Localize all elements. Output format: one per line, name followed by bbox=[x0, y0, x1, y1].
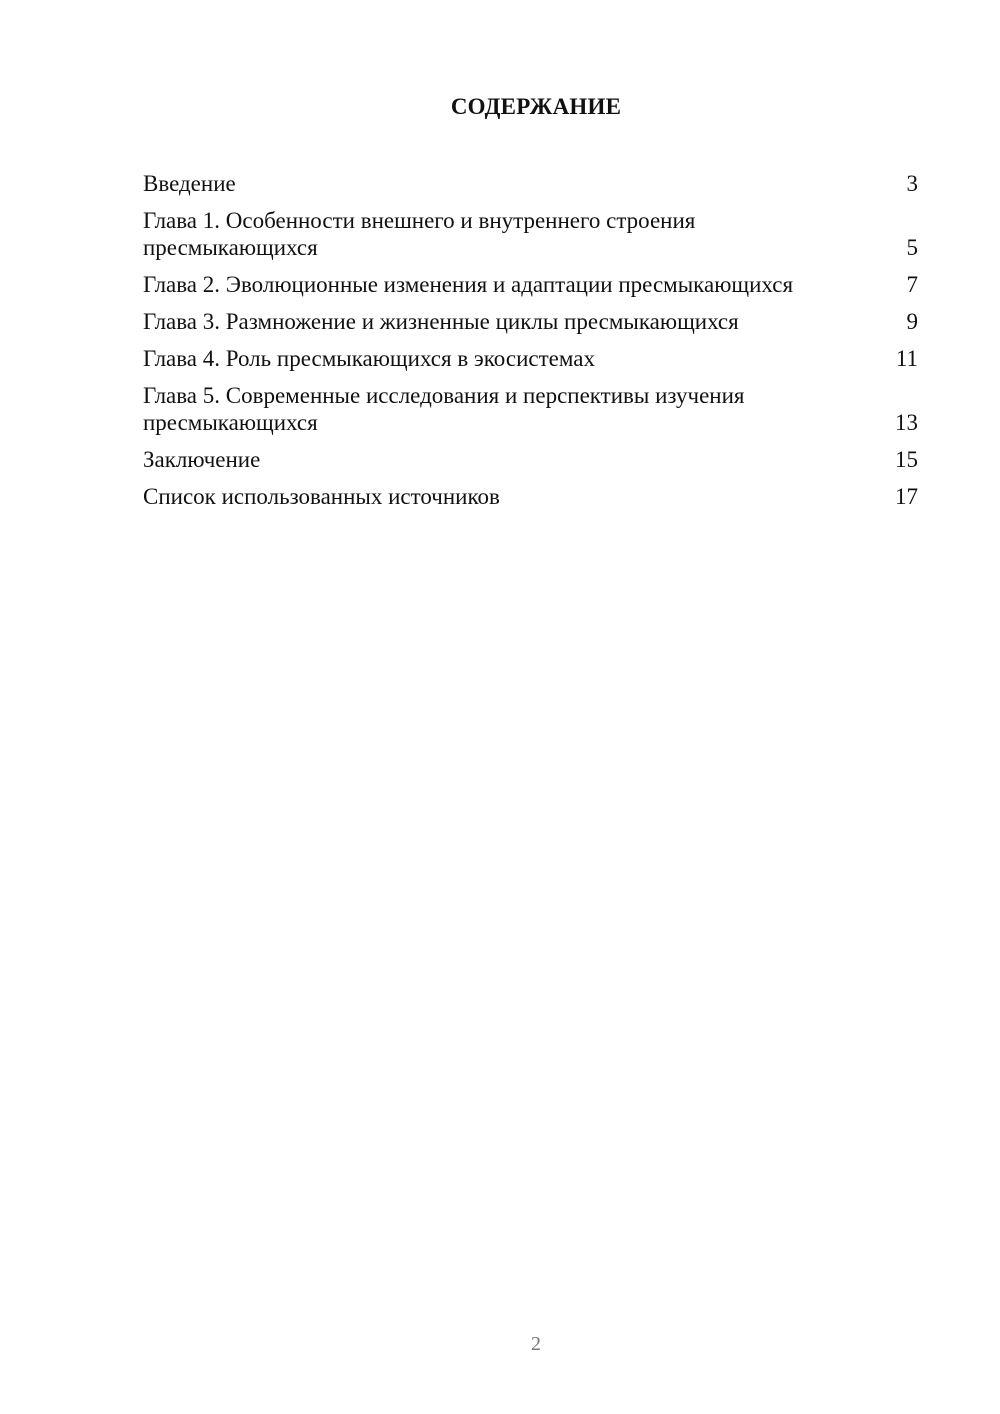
toc-entry-text: Глава 1. Особенности внешнего и внутреннего строения пресмыкающихся bbox=[143, 208, 696, 260]
toc-entry-text: Глава 2. Эволюционные изменения и адаптации пресмыкающихся bbox=[143, 272, 794, 297]
toc-entry-page: 5 bbox=[906, 235, 918, 260]
toc-entry-chapter-3 bbox=[143, 308, 918, 335]
toc-entry-page: 13 bbox=[895, 410, 918, 435]
toc-entry-chapter-4 bbox=[143, 345, 918, 372]
toc-entry-text: Список использованных источников bbox=[143, 484, 500, 509]
toc-entry-references bbox=[143, 483, 918, 510]
page-number: 2 bbox=[531, 1333, 541, 1355]
toc-entry-text: Заключение bbox=[143, 447, 261, 472]
toc-entry-page: 17 bbox=[895, 484, 918, 509]
page-title: СОДЕРЖАНИЕ bbox=[450, 94, 622, 119]
toc-entry-page: 11 bbox=[895, 346, 918, 371]
toc-entry-chapter-1 bbox=[143, 207, 918, 261]
toc-entry-conclusion bbox=[143, 446, 918, 473]
toc-entry-chapter-2 bbox=[143, 271, 918, 298]
toc-entry-text: Глава 5. Современные исследования и перспективы изучения пресмыкающихся bbox=[143, 383, 745, 435]
toc-entry-page: 15 bbox=[895, 447, 918, 472]
toc-entry-page: 7 bbox=[906, 272, 918, 297]
toc-entry-introduction bbox=[143, 170, 918, 197]
toc-entry-text: Глава 4. Роль пресмыкающихся в экосистемах bbox=[143, 346, 595, 371]
toc-entry-page: 9 bbox=[906, 309, 918, 334]
table-of-contents bbox=[143, 170, 918, 520]
toc-entry-page: 3 bbox=[906, 171, 918, 196]
toc-entry-text: Глава 3. Размножение и жизненные циклы пресмыкающихся bbox=[143, 309, 739, 334]
toc-entry-text: Введение bbox=[143, 171, 236, 196]
toc-entry-chapter-5 bbox=[143, 382, 918, 436]
